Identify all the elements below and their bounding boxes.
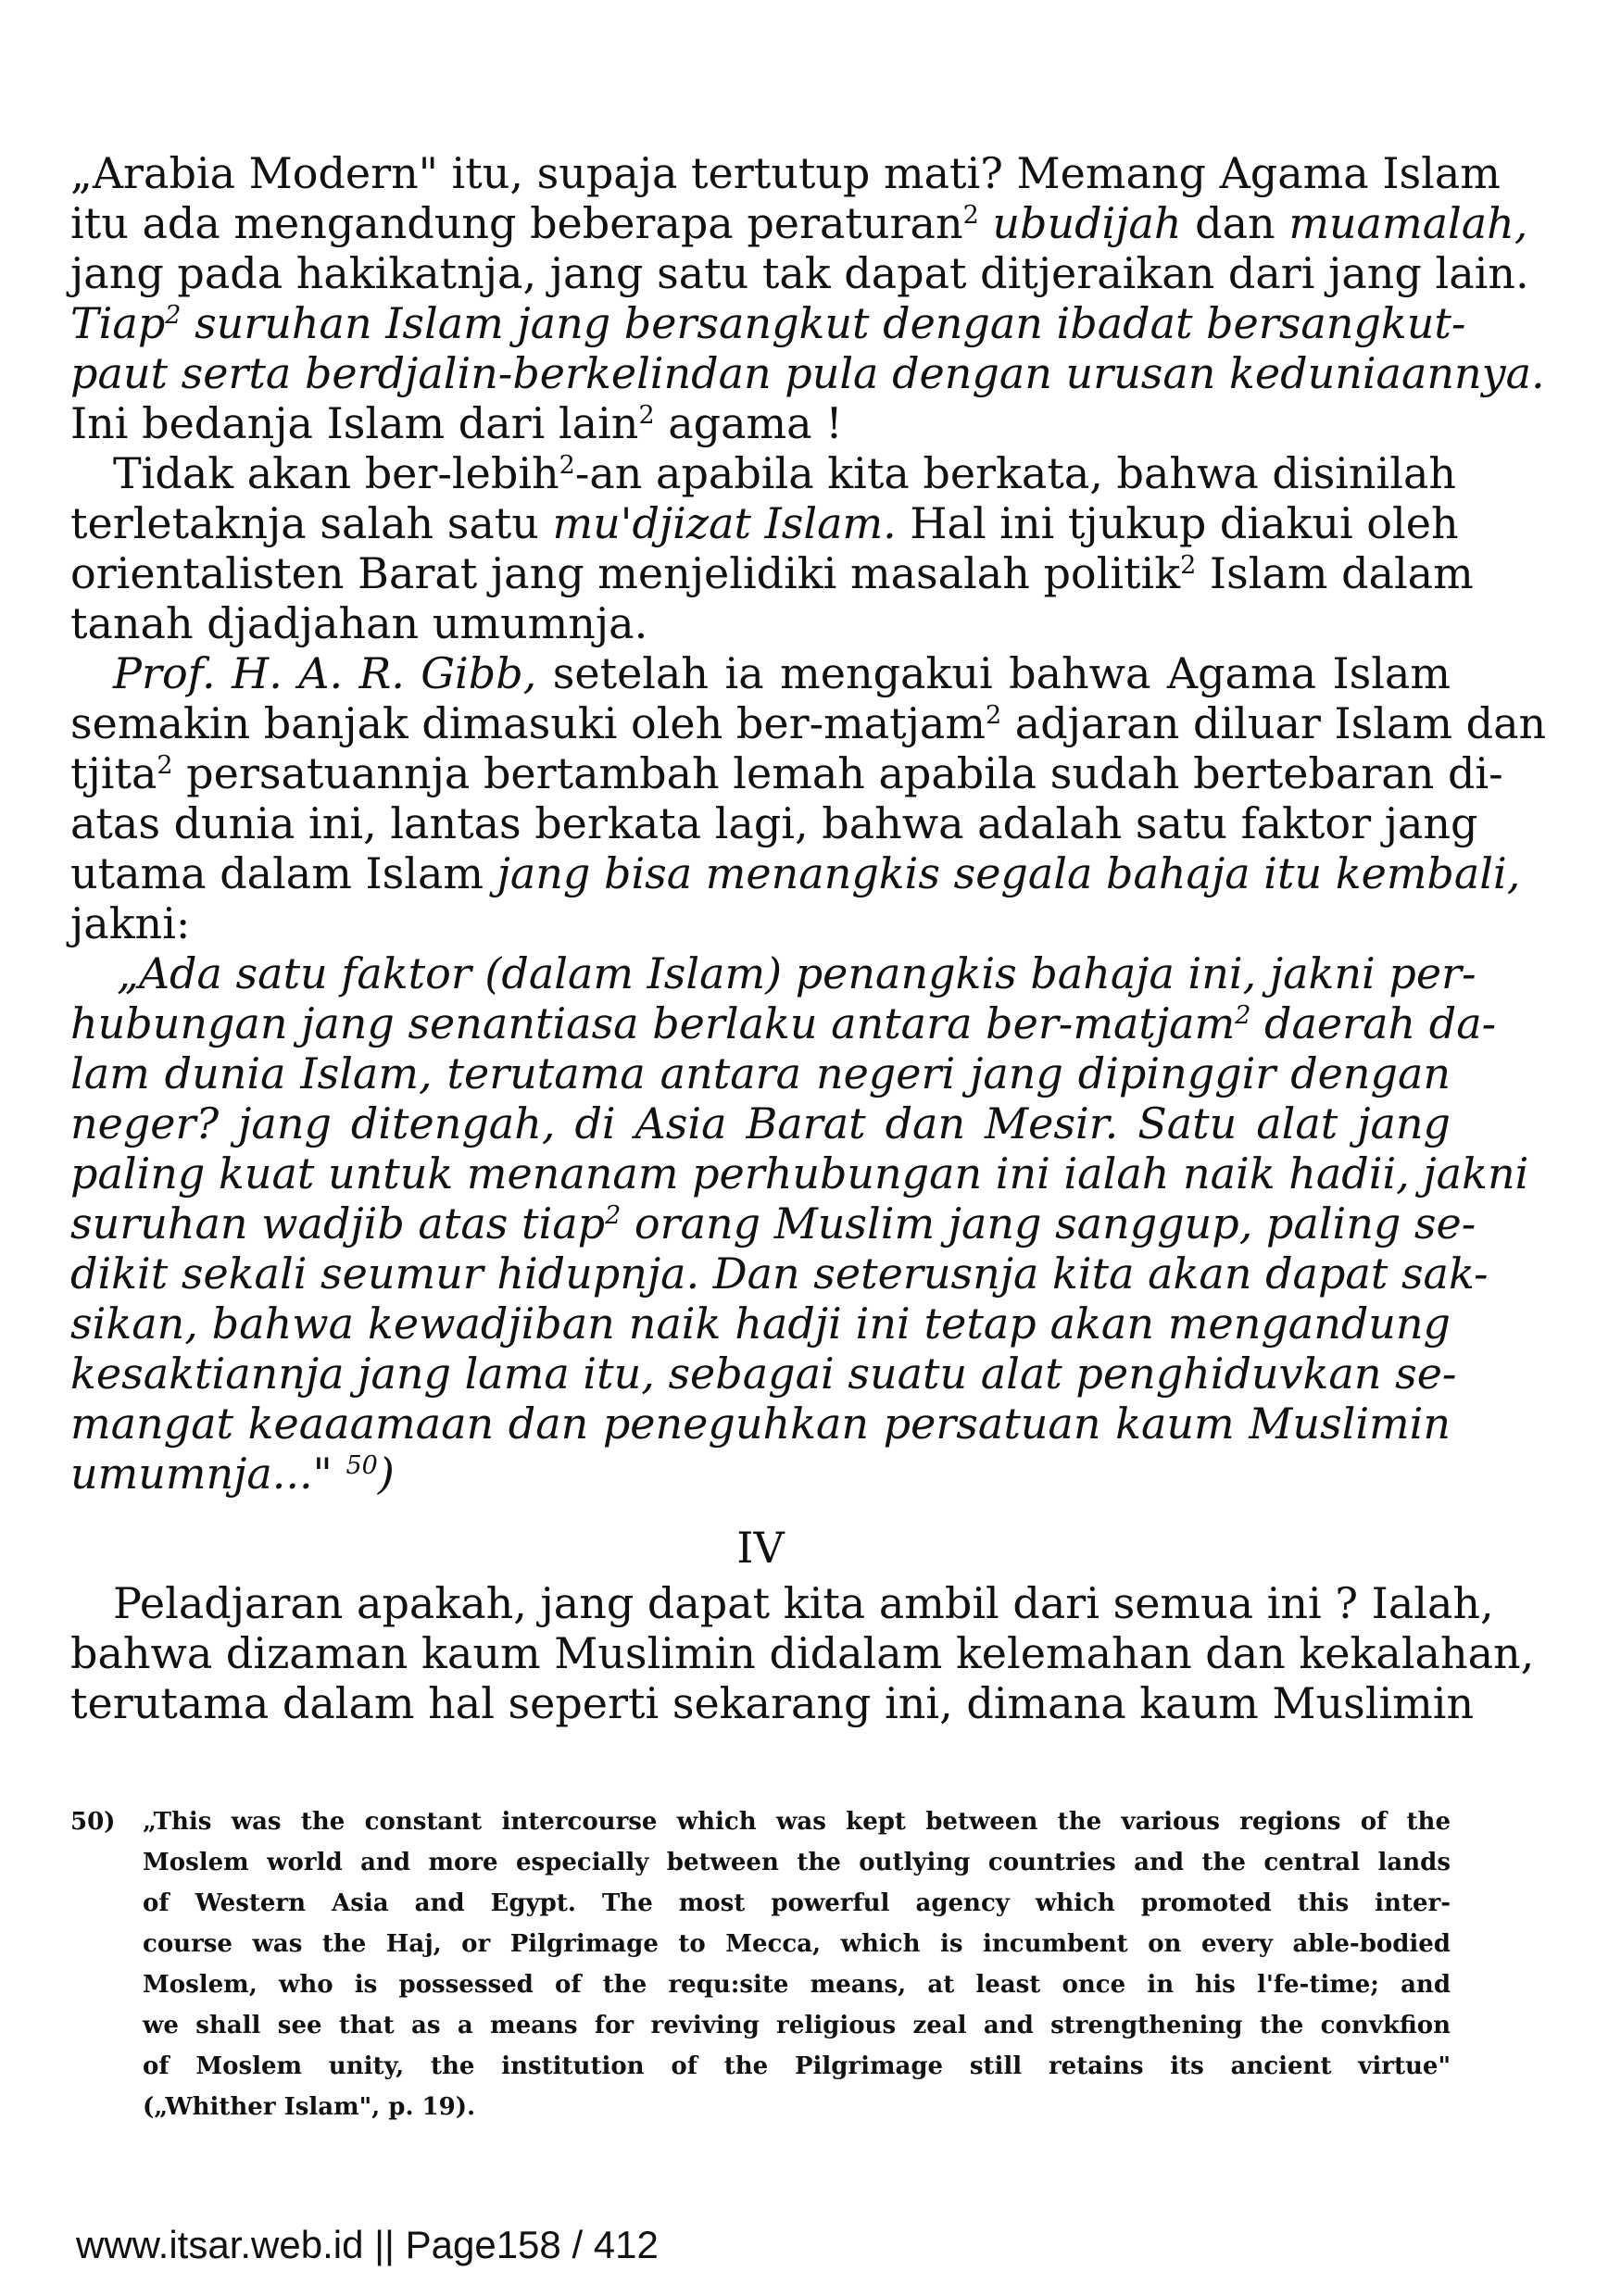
text-line: mangat keaaamaan dan peneguhkan persatuan kaum Muslimin	[70, 1399, 1451, 1449]
footnote-line: Moslem, who is possessed of the requ:site means, at least once in his l'fe-time; and	[143, 1971, 1451, 1999]
text-line: suruhan wadjib atas tiap$^2$ orang Muslim jang sanggup, paling se-	[70, 1198, 1476, 1248]
footnote-line: course was the Haj, or Pilgrimage to Mecca, which is incumbent on every able-bodied	[143, 1930, 1451, 1958]
text-line: jang pada hakikatnja, jang satu tak dapat ditjeraikan dari jang lain.	[70, 248, 1529, 298]
text-line: dikit sekali seumur hidupnja. Dan seterusnja kita akan dapat sak-	[70, 1248, 1489, 1299]
paragraph-1	[70, 148, 1545, 448]
text-line: Peladjaran apakah, jang dapat kita ambil dari semua ini ? Ialah,	[113, 1578, 1494, 1628]
footnote	[70, 1801, 1451, 2127]
text-line: sikan, bahwa kewadjiban naik hadji ini tetap akan mengandung	[70, 1299, 1451, 1349]
text-line: atas dunia ini, lantas berkata lagi, bahwa adalah satu faktor jang	[70, 798, 1478, 848]
text-line: neger? jang ditengah, di Asia Barat dan Mesir. Satu alat jang	[70, 1098, 1451, 1148]
footnote-line: of Western Asia and Egypt. The most powerful agency which promoted this inter-	[143, 1889, 1451, 1917]
paragraph-3	[70, 648, 1547, 948]
footnote-line: of Moslem unity, the institution of the Pilgrimage still retains its ancient virtue"	[143, 2052, 1451, 2080]
page-footer: www.itsar.web.id || Page158 / 412	[76, 2223, 659, 2266]
text-line: lam dunia Islam, terutama antara negeri jang dipinggir dengan	[70, 1048, 1451, 1098]
text-line: bahwa dizaman kaum Muslimin didalam kelemahan dan kekalahan,	[70, 1628, 1535, 1678]
text-line: Tidak akan ber-lebih$^2$-an apabila kita berkata, bahwa disinilah	[113, 448, 1456, 498]
text-line: utama dalam Islam jang bisa menangkis segala bahaja itu kembali,	[70, 848, 1521, 898]
footnote-line: Moslem world and more especially between the outlying countries and the central lands	[143, 1849, 1451, 1876]
text-line: semakin banjak dimasuki oleh ber-matjam$^2$ adjaran diluar Islam dan	[70, 698, 1547, 748]
paragraph-2	[70, 448, 1474, 648]
text-line: hubungan jang senantiasa berlaku antara ber-matjam$^2$ daerah da-	[70, 998, 1497, 1048]
text-line: umumnja..." $^{50}$)	[70, 1449, 395, 1499]
quotation-paragraph	[70, 948, 1529, 1499]
text-line: Prof. H. A. R. Gibb, setelah ia mengakui bahwa Agama Islam	[113, 648, 1451, 698]
footnote-line: „This was the constant intercourse which was kept between the various regions of the	[143, 1808, 1451, 1836]
text-line: orientalisten Barat jang menjelidiki masalah politik$^2$ Islam dalam	[70, 548, 1474, 598]
text-line: „Ada satu faktor (dalam Islam) penangkis bahaja ini, jakni per-	[117, 948, 1476, 998]
text-line: tanah djadjahan umumnja.	[70, 598, 648, 648]
text-line: itu ada mengandung beberapa peraturan$^2$ ubudijah dan muamalah,	[70, 198, 1528, 248]
text-line: terletaknja salah satu mu'djizat Islam. Hal ini tjukup diakui oleh	[70, 498, 1459, 548]
text-line: „Arabia Modern" itu, supaja tertutup mati? Memang Agama Islam	[70, 148, 1501, 198]
document-page	[70, 148, 1547, 1728]
paragraph-5	[70, 1578, 1535, 1728]
text-line: Tiap$^2$ suruhan Islam jang bersangkut dengan ibadat bersangkut-	[70, 298, 1466, 348]
section-heading: IV	[736, 1523, 785, 1573]
text-line: tjita$^2$ persatuannja bertambah lemah apabila sudah bertebaran di-	[70, 748, 1503, 798]
text-line: jakni:	[70, 898, 191, 948]
text-line: Ini bedanja Islam dari lain$^2$ agama !	[70, 398, 843, 448]
text-line: kesaktiannja jang lama itu, sebagai suatu alat penghiduvkan se-	[70, 1349, 1457, 1399]
text-line: paling kuat untuk menanam perhubungan ini ialah naik hadii, jakni	[70, 1148, 1529, 1198]
footnote-line: we shall see that as a means for reviving religious zeal and strengthening the convkfion	[143, 2012, 1451, 2039]
text-line: terutama dalam hal seperti sekarang ini, dimana kaum Muslimin	[70, 1678, 1475, 1728]
footnote-body	[143, 1801, 1451, 2127]
footnote-line: („Whither Islam", p. 19).	[143, 2093, 476, 2121]
footnote-number: 50)	[70, 1808, 116, 1836]
text-line: paut serta berdjalin-berkelindan pula dengan urusan keduniaannya.	[70, 348, 1545, 398]
